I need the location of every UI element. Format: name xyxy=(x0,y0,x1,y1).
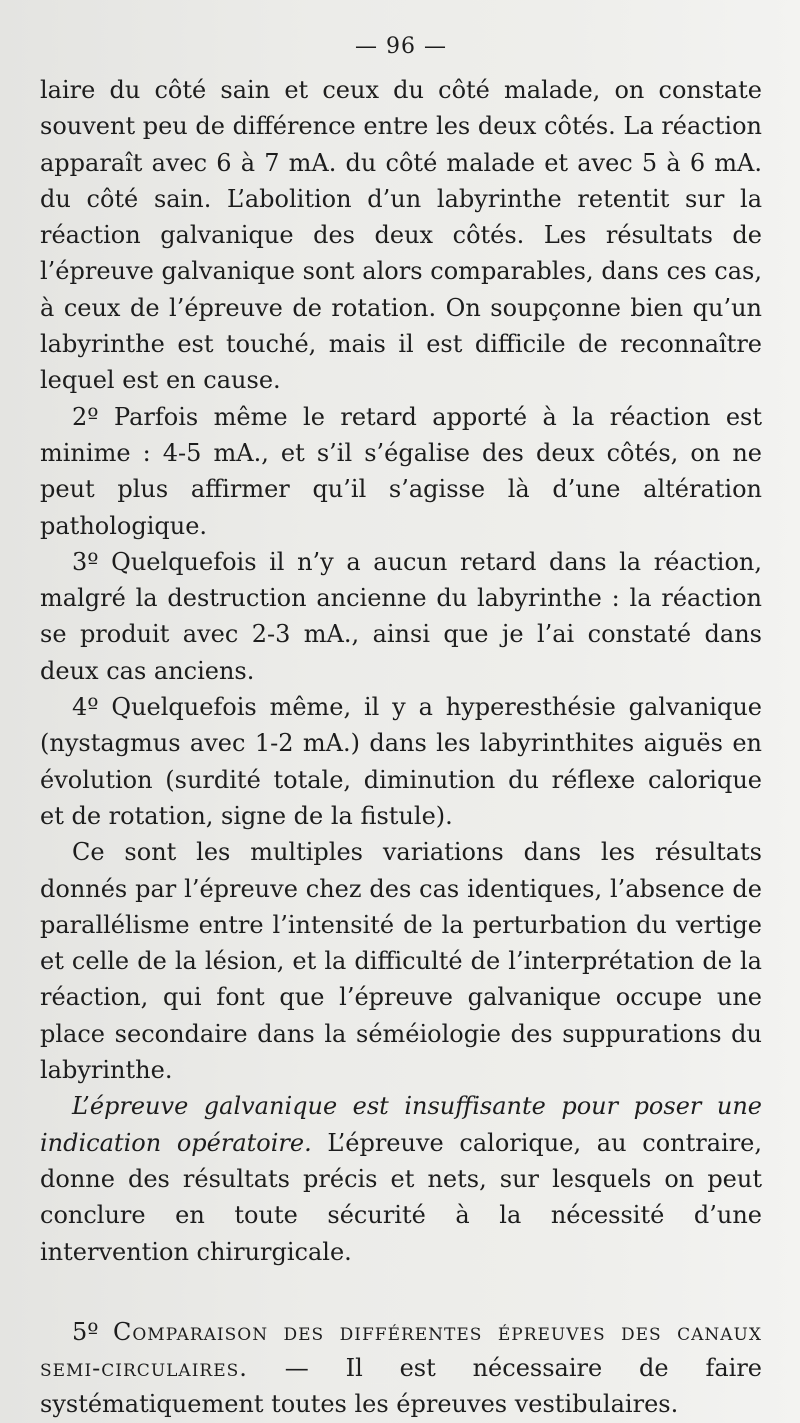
section-5 xyxy=(40,1314,762,1423)
conclusion-rest: L’épreuve calorique, au contraire, donne des résultats précis et nets, sur lesquels on peut conclure en toute sécurité à la nécessité d’une intervention chirurgicale. xyxy=(40,1128,763,1266)
paragraph-point-4: 4º Quelquefois même, il y a hyperesthésie galvanique (nystagmus avec 1-2 mA.) dans les labyrinthites aiguës en évolution (surdité totale, diminution du réflexe calorique et de rotation, signe de la fistule). xyxy=(40,693,762,830)
page-number: — 96 — xyxy=(355,34,447,59)
paragraph-conclusion xyxy=(40,1088,762,1269)
paragraph-point-2: 2º Parfois même le retard apporté à la réaction est minime : 4-5 mA., et s’il s’égalise des deux côtés, on ne peut plus affirmer qu’il s’agisse là d’une altération pathologique. xyxy=(40,402,762,540)
paragraph-point-3: 3º Quelquefois il n’y a aucun retard dans la réaction, malgré la destruction ancienne du labyrinthe : la réaction se produit avec 2-3 mA., ainsi que je l’ai constaté dans deux cas anciens. xyxy=(40,547,762,685)
section-spacer xyxy=(40,1270,762,1314)
body-text xyxy=(40,72,762,1423)
paragraph-continuation: laire du côté sain et ceux du côté malade, on constate souvent peu de différence entre les deux côtés. La réaction apparaît avec 6 à 7 mA. du côté malade et avec 5 à 6 mA. du côté sain. L’abolition d’un labyrinthe retentit sur la réaction galvanique des deux côtés. Les résultats de l’épreuve galvanique sont alors comparables, dans ces cas, à ceux de l’épreuve de rotation. On soupçonne bien qu’un labyrinthe est touché, mais il est difficile de reconnaître lequel est en cause. xyxy=(40,76,762,395)
section-heading: Comparaison des différentes épreuves des canaux semi-circulaires. xyxy=(40,1317,762,1383)
section-number: 5º xyxy=(72,1317,113,1346)
section-text: — Il est nécessaire de faire systématiquement toutes les épreuves vestibulaires. xyxy=(40,1354,762,1419)
conclusion-italic: L’épreuve galvanique est insuffisante pour poser une indication opératoire. xyxy=(40,1092,762,1157)
paragraph-summary: Ce sont les multiples variations dans les résultats donnés par l’épreuve chez des cas identiques, l’absence de parallélisme entre l’intensité de la perturbation du vertige et celle de la lésion, et la difficulté de l’interprétation de la réaction, qui font que l’épreuve galvanique occupe une place secondaire dans la séméiologie des suppurations du labyrinthe. xyxy=(40,838,762,1085)
